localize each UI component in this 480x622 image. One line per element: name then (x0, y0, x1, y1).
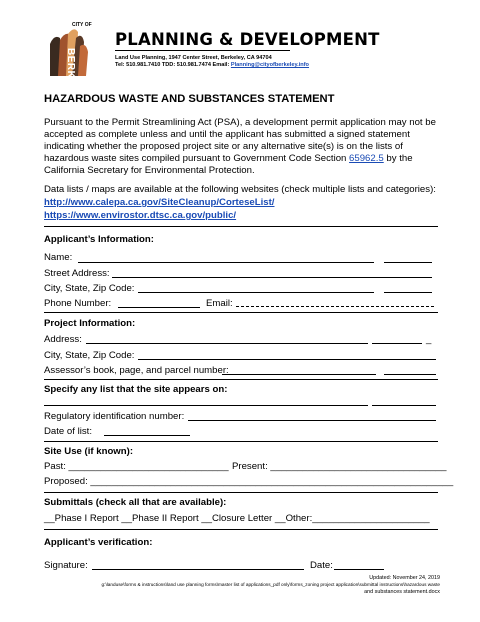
site-list-field-end[interactable] (372, 405, 436, 406)
applicant-city-label: City, State, Zip Code: (44, 283, 135, 294)
applicant-city-field-end[interactable] (384, 292, 432, 293)
envirostor-link[interactable]: https://www.envirostor.dtsc.ca.gov/public/ (44, 210, 237, 221)
reg-id-label: Regulatory identification number: (44, 411, 185, 422)
city-logo-graphic (48, 22, 104, 78)
project-city-field[interactable] (138, 359, 436, 360)
footer-updated: Updated: November 24, 2019 (369, 575, 440, 581)
intro-text-before: Pursuant to the Permit Streamlining Act (PSA), a development permit application may not be accepted as complete unless and until the applicant has submitted a signed statement indicating whether the proposed project site or any alternative site(s) is on the lists of hazardous waste sites compiled pursuant to Government Code Section (44, 117, 436, 164)
header-contact (115, 62, 309, 68)
section-divider (44, 379, 438, 380)
assessor-parcel-field[interactable] (222, 374, 376, 375)
verification-date-label: Date: (310, 560, 333, 571)
applicant-street-field[interactable] (112, 277, 432, 278)
submittals-options[interactable]: __Phase I Report __Phase II Report __Closure Letter __Other:______________________ (44, 513, 430, 524)
applicant-email-field[interactable] (236, 306, 434, 307)
title-underline (115, 50, 290, 51)
verification-heading: Applicant’s verification: (44, 537, 153, 548)
date-of-list-label: Date of list: (44, 426, 92, 437)
project-address-suffix: _ (426, 334, 432, 345)
footer-path-line2: and substances statement.docx (364, 589, 440, 595)
applicant-email-label: Email: (206, 298, 233, 309)
verification-date-field[interactable] (334, 569, 384, 570)
intro-text-after: by the California Secretary for Environmental Protection. (44, 153, 413, 176)
assessor-parcel-field-end[interactable] (384, 374, 436, 375)
header-address: Land Use Planning, 1947 Center Street, Berkeley, CA 94704 (115, 55, 272, 61)
applicant-city-field[interactable] (138, 292, 374, 293)
section-divider (44, 441, 438, 442)
project-city-label: City, State, Zip Code: (44, 350, 135, 361)
section-divider (44, 226, 438, 227)
document-title: HAZARDOUS WASTE AND SUBSTANCES STATEMENT (44, 93, 335, 105)
calepa-link[interactable]: http://www.calepa.ca.gov/SiteCleanup/CorteseList/ (44, 197, 275, 208)
applicant-name-field[interactable] (78, 262, 374, 263)
signature-field[interactable] (92, 569, 304, 570)
site-use-proposed[interactable]: Proposed: ____________________________________________________________________ (44, 476, 454, 487)
site-use-past[interactable]: Past: ______________________________ (44, 461, 229, 472)
project-info-heading: Project Information: (44, 318, 136, 329)
intro-paragraph (44, 117, 438, 177)
submittals-heading: Submittals (check all that are available): (44, 497, 227, 508)
gov-code-link[interactable]: 65962.5 (349, 153, 384, 164)
applicant-street-label: Street Address: (44, 268, 110, 279)
section-divider (44, 529, 438, 530)
assessor-parcel-label: Assessor’s book, page, and parcel number: (44, 365, 229, 376)
header-contact-text: Tel: 510.981.7410 TDD: 510.981.7474 Email: (115, 62, 231, 68)
project-address-label: Address: (44, 334, 82, 345)
applicant-phone-label: Phone Number: (44, 298, 112, 309)
data-lists-intro: Data lists / maps are available at the following websites (check multiple lists and categories): (44, 184, 436, 195)
reg-id-field[interactable] (188, 420, 436, 421)
section-divider (44, 492, 438, 493)
applicant-name-label: Name: (44, 252, 73, 263)
logo-city-of: CITY OF (72, 22, 92, 28)
site-list-field[interactable] (44, 405, 368, 406)
date-of-list-field[interactable] (104, 435, 190, 436)
city-logo (48, 22, 104, 107)
section-divider (44, 312, 438, 313)
header-email-link[interactable]: Planning@cityofberkeley.info (230, 62, 309, 68)
department-title: PLANNING & DEVELOPMENT (115, 30, 380, 49)
project-address-field-end[interactable] (372, 343, 422, 344)
site-use-present[interactable]: Present: _________________________________ (232, 461, 447, 472)
applicant-phone-field[interactable] (118, 307, 200, 308)
footer-path-line1: g:\landuse\forms & instructions\land use planning forms\master list of applications_pdf only\forms_zoning project application\submittal instructions\hazardous waste (101, 582, 440, 587)
signature-label: Signature: (44, 560, 88, 571)
logo-berkeley: BERKELEY (65, 48, 76, 107)
site-use-heading: Site Use (if known): (44, 446, 134, 457)
applicant-name-field-end[interactable] (384, 262, 432, 263)
applicant-info-heading: Applicant’s Information: (44, 234, 154, 245)
specify-list-heading: Specify any list that the site appears on: (44, 384, 228, 395)
project-address-field[interactable] (86, 343, 368, 344)
